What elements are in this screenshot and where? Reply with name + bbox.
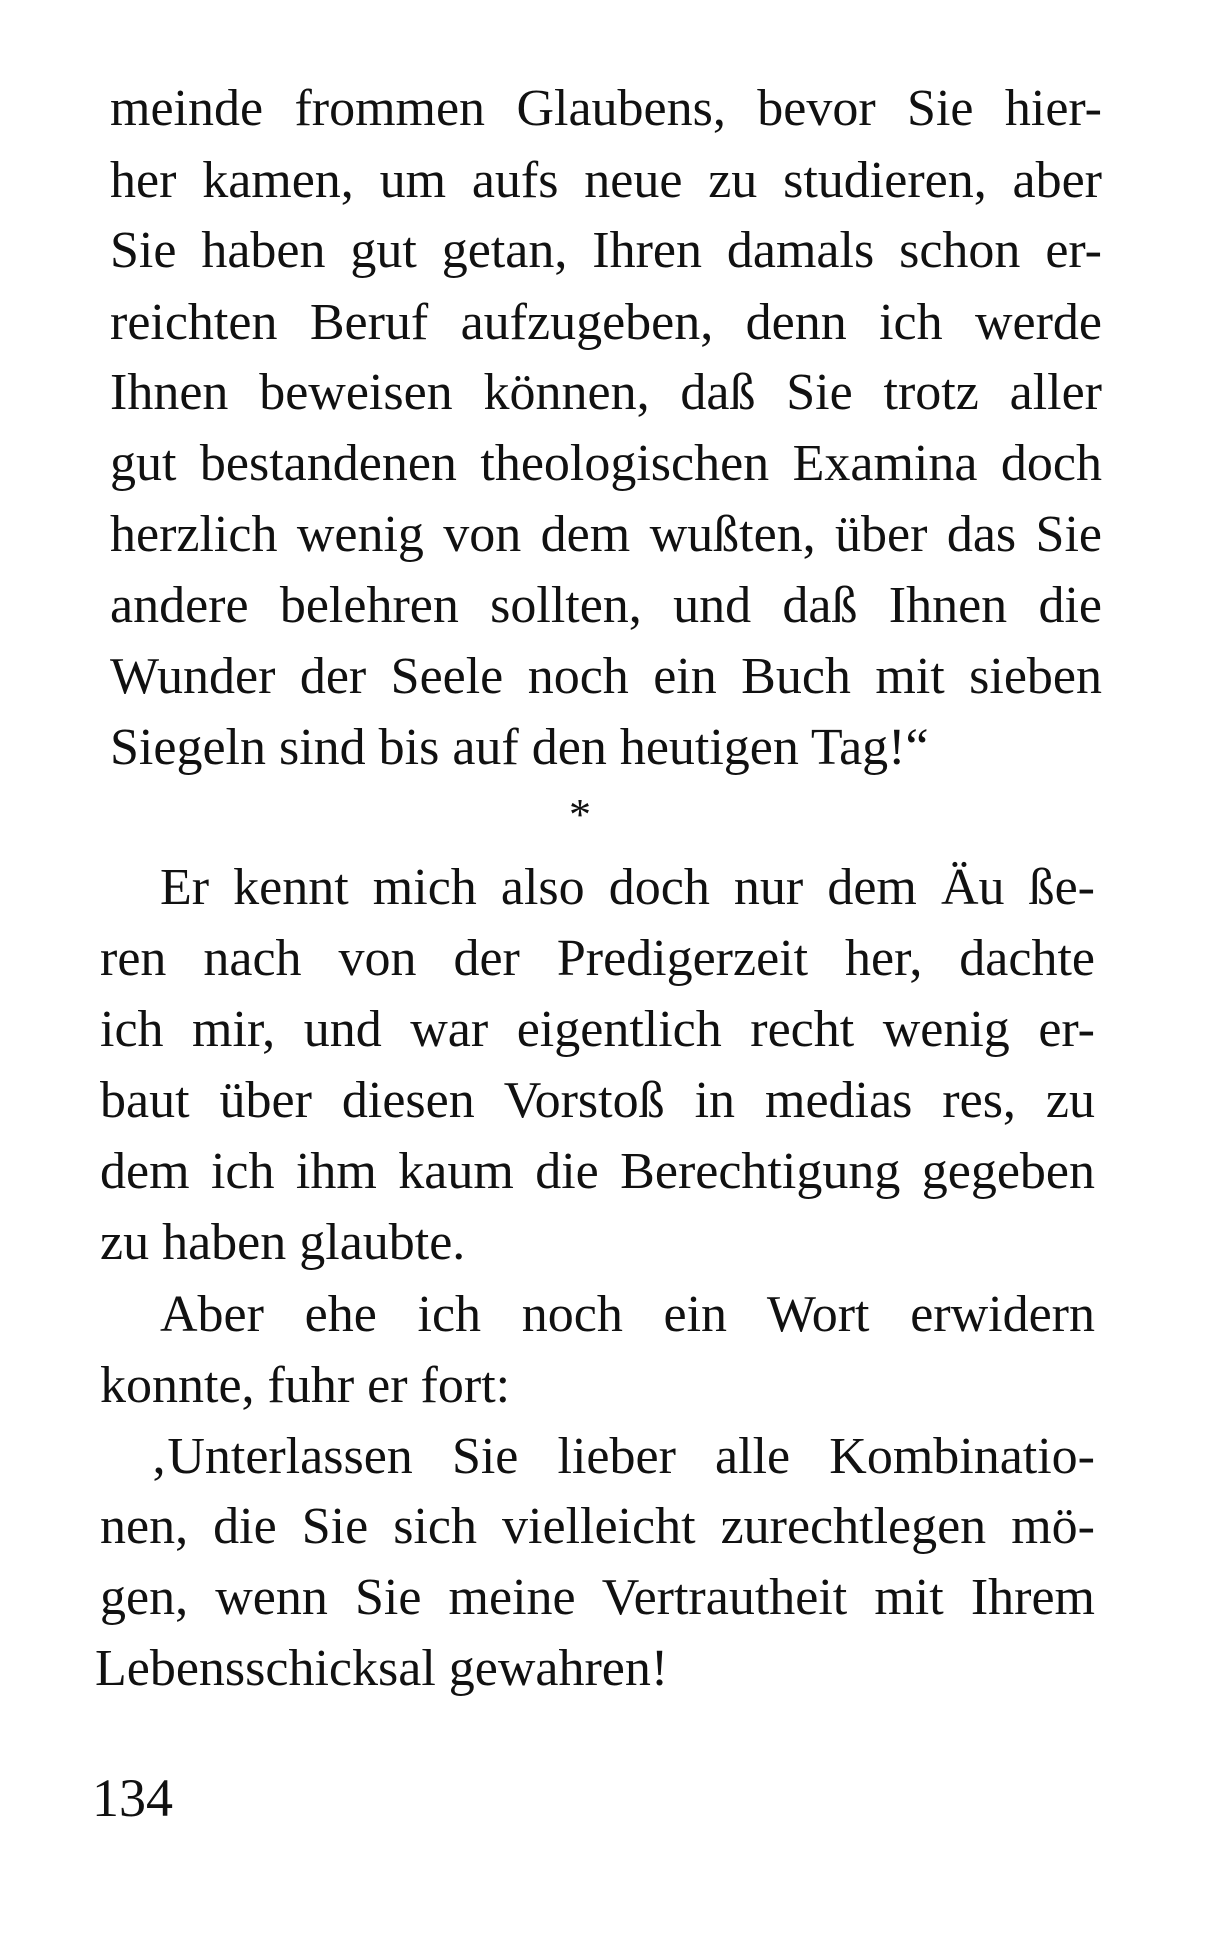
text-line: [0, 1207, 1220, 1279]
text-line-content: Lebensschicksal gewahren!: [95, 1640, 669, 1697]
text-line-content: Siegeln sind bis auf den heutigen Tag!“: [110, 719, 929, 776]
text-line-content: gut bestandenen theologischen Examina doch: [110, 435, 1102, 492]
text-line: [0, 428, 1220, 500]
text-line-content: Wunder der Seele noch ein Buch mit sieben: [110, 648, 1102, 705]
text-line: [0, 1633, 1220, 1705]
text-line-content: dem ich ihm kaum die Berechtigung gegeben: [100, 1143, 1095, 1200]
text-line-content: zu haben glaubte.: [100, 1214, 466, 1271]
text-line: [0, 712, 1220, 784]
text-line-content: nen, die Sie sich vielleicht zurechtlegen mö-: [100, 1498, 1095, 1555]
text-line-content: herzlich wenig von dem wußten, über das Sie: [110, 506, 1102, 563]
text-line-content: ich mir, und war eigentlich recht wenig er-: [100, 1001, 1095, 1058]
text-line: [0, 357, 1220, 429]
text-line: [0, 641, 1220, 713]
text-line: [0, 145, 1220, 217]
text-line: [0, 570, 1220, 642]
text-line: [0, 1491, 1220, 1563]
text-line-content: ‚Unterlassen Sie lieber alle Kombinatio-: [150, 1428, 1095, 1485]
text-line: [0, 852, 1220, 924]
text-line: [0, 499, 1220, 571]
text-line-content: baut über diesen Vorstoß in medias res, zu: [100, 1072, 1095, 1129]
text-line-content: andere belehren sollten, und daß Ihnen die: [110, 577, 1102, 634]
text-line: [0, 1562, 1220, 1634]
text-line-content: ren nach von der Predigerzeit her, dachte: [100, 930, 1095, 987]
page-number: 134: [92, 1768, 173, 1828]
text-line-content: konnte, fuhr er fort:: [100, 1357, 511, 1414]
text-line-content: Ihnen beweisen können, daß Sie trotz aller: [110, 364, 1102, 421]
text-line: [0, 1350, 1220, 1422]
text-line: [0, 1279, 1220, 1351]
text-line-content: Er kennt mich also doch nur dem Äu ße-: [160, 859, 1095, 916]
text-line: [0, 287, 1220, 359]
text-line: [0, 1421, 1220, 1493]
text-line-content: gen, wenn Sie meine Vertrautheit mit Ihrem: [100, 1569, 1095, 1626]
section-separator: *: [569, 790, 591, 839]
text-line-content: Aber ehe ich noch ein Wort erwidern: [160, 1286, 1095, 1343]
text-line-content: reichten Beruf aufzugeben, denn ich werde: [110, 294, 1102, 351]
text-line-content: Sie haben gut getan, Ihren damals schon er-: [110, 222, 1102, 279]
text-line: [0, 1136, 1220, 1208]
text-line-content: meinde frommen Glaubens, bevor Sie hier-: [110, 80, 1102, 137]
text-line: [0, 215, 1220, 287]
text-line: [0, 73, 1220, 145]
text-line: [0, 994, 1220, 1066]
text-line: [0, 923, 1220, 995]
text-line: [0, 1065, 1220, 1137]
text-line-content: her kamen, um aufs neue zu studieren, aber: [110, 152, 1102, 209]
